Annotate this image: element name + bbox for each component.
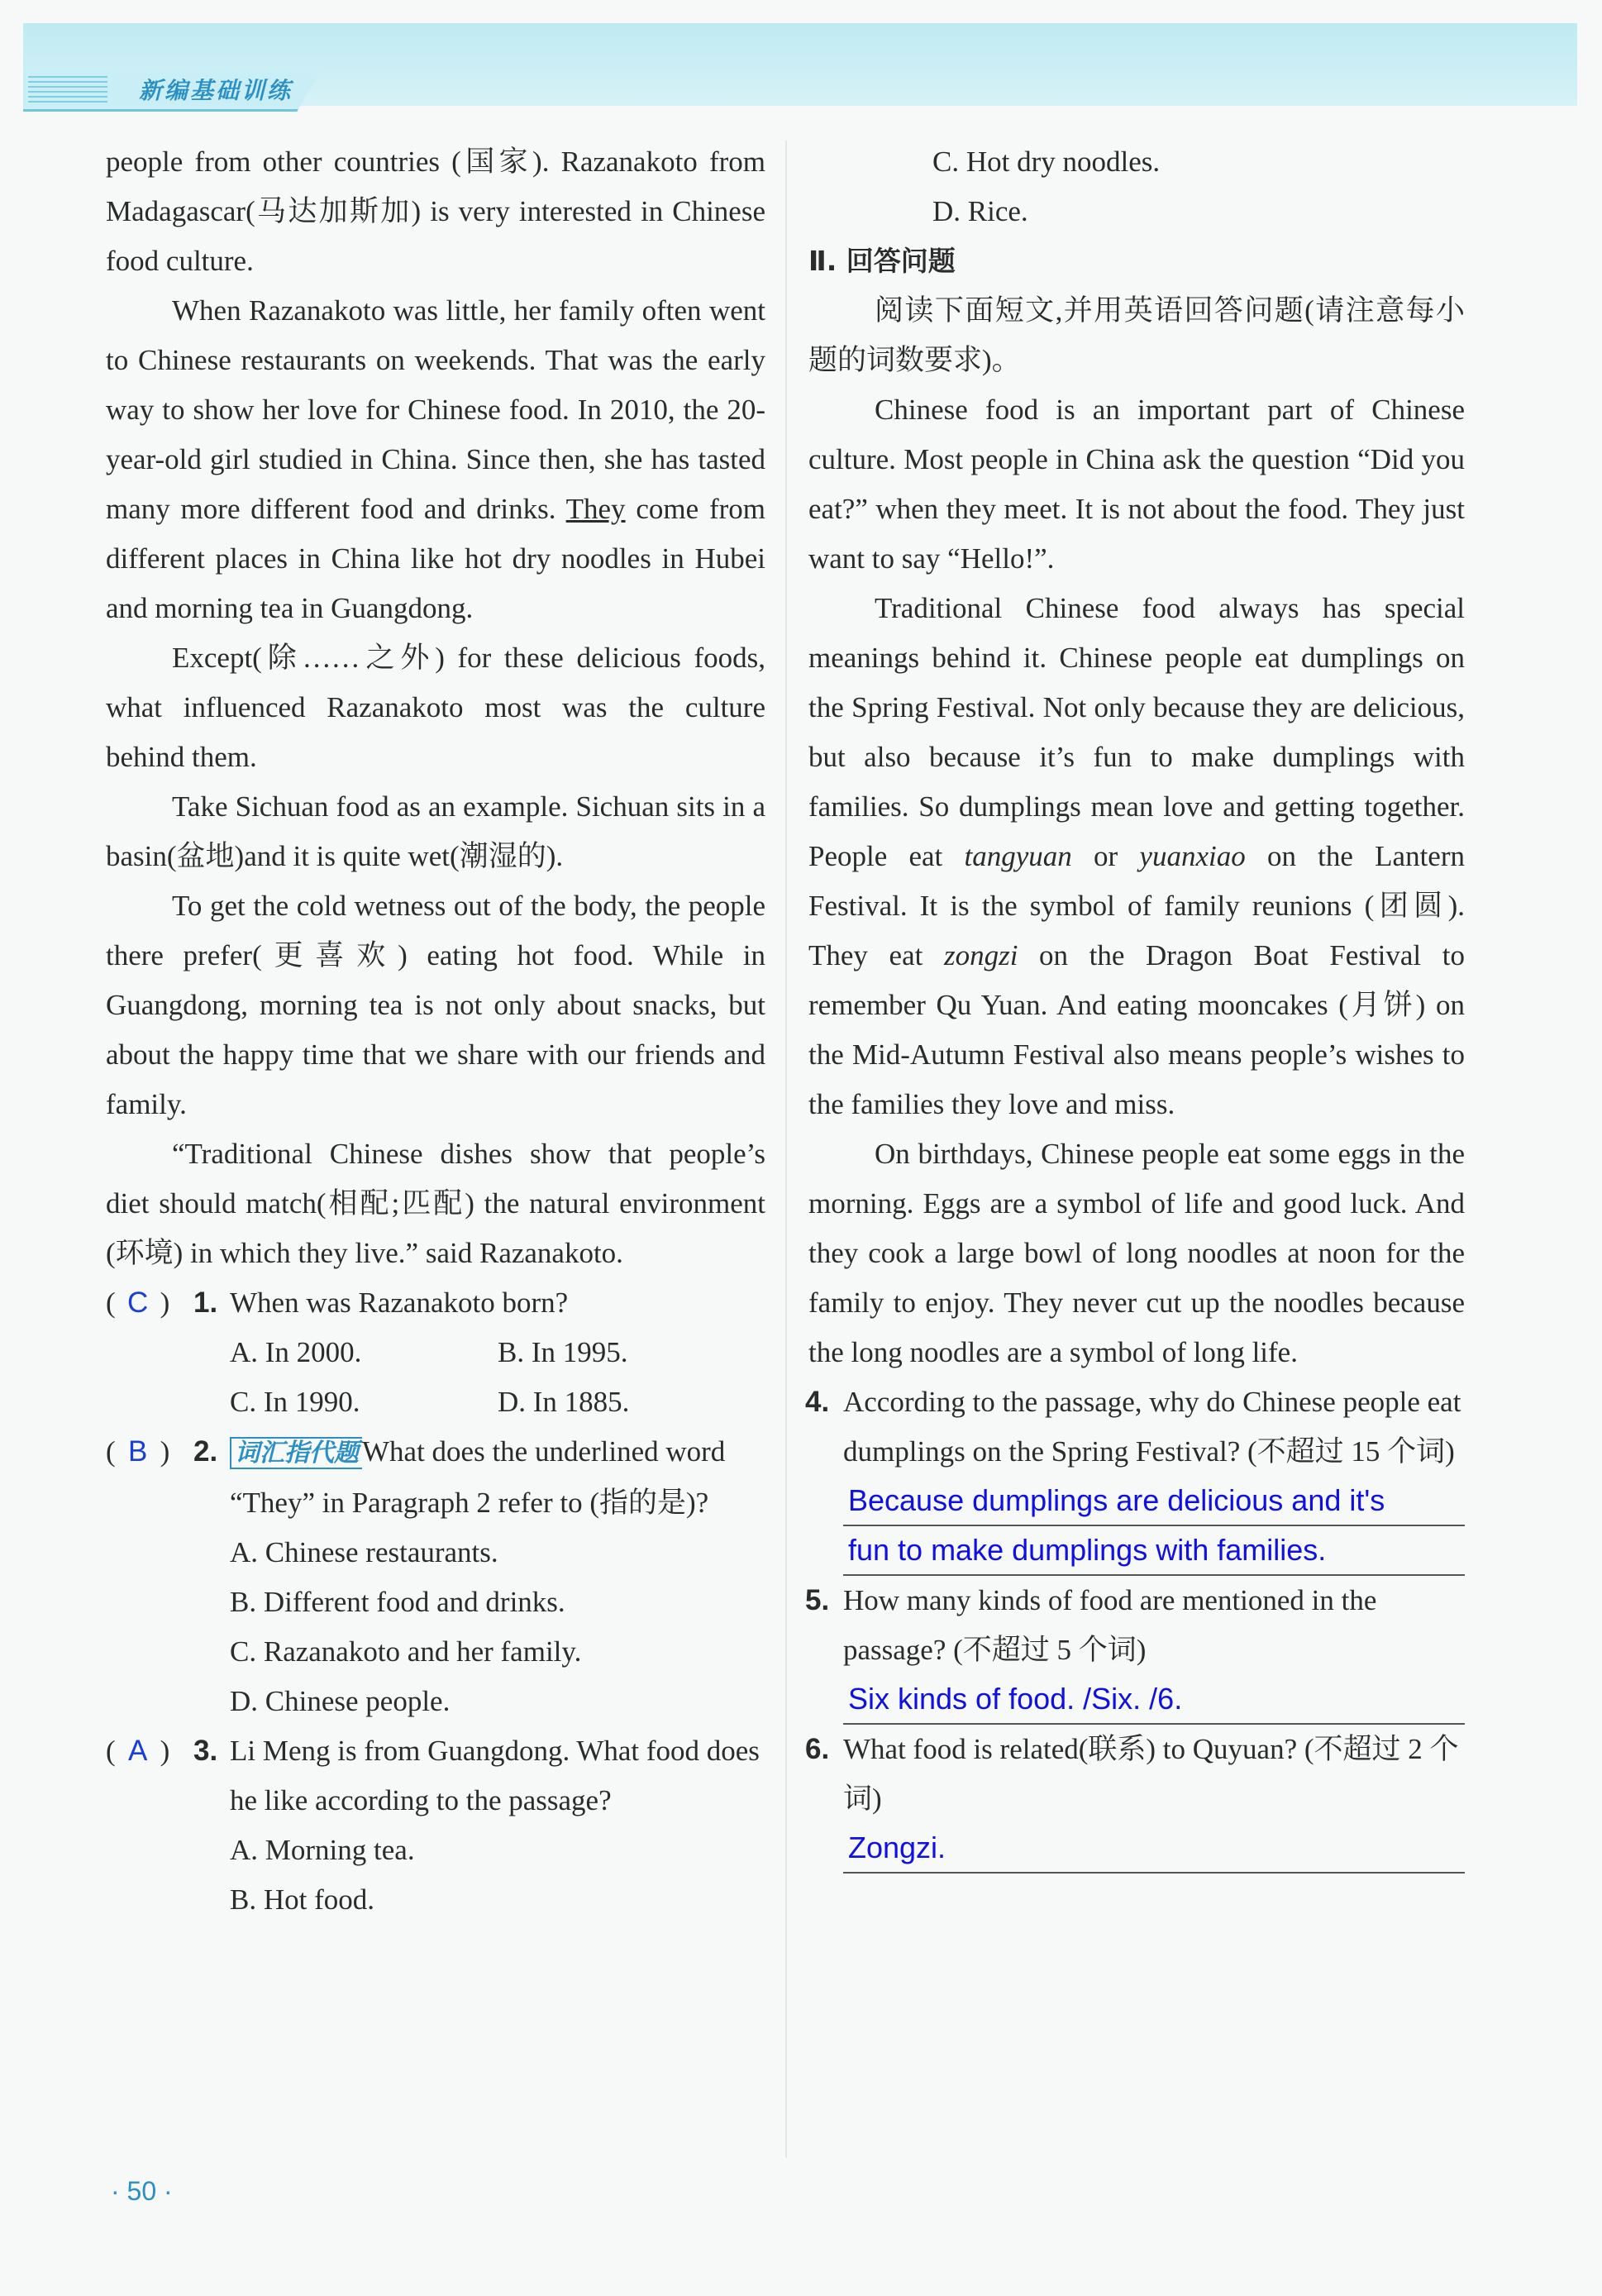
question-3 [106,1726,765,1826]
text-run: Traditional Chinese food always has special meanings behind it. Chinese people eat dumplings on the Spring Festival. Not only because they are delicious, but also because it’s fun to make dumplings with families. So dumplings mean love and getting together. People eat [808,592,1465,872]
option: D. Chinese people. [230,1685,451,1717]
text-run: people from other countries (国家). Razanakoto from Madagascar(马达加斯加) is very interested in Chinese food culture. [106,146,765,277]
question-number: 2. [193,1435,218,1468]
question-6 [805,1725,1465,1824]
answer-choice: A [127,1735,148,1767]
option: B. In 1995. [498,1336,628,1368]
text-run: On birthdays, Chinese people eat some eggs in the morning. Eggs are a symbol of life and good luck. And they cook a large bowl of long noodles at noon for the family to enjoy. They never cut up the noodles because the long noodles are a symbol of long life. [808,1138,1465,1368]
page-number: · 50 · [111,2176,173,2206]
question-type-tag: 词汇指代题 [230,1437,362,1469]
text-run: come from different places in China like hot dry noodles in Hubei and morning tea in Guangdong. [106,493,765,624]
question-4 [805,1377,1465,1477]
answer-line[interactable]: Zongzi. [843,1824,1465,1874]
answer-bracket: ( A ) [106,1726,169,1776]
answer-line[interactable]: Because dumplings are delicious and it's [843,1477,1465,1526]
option: C. In 1990. [230,1386,360,1418]
answer-bracket: ( C ) [106,1278,169,1328]
question-number: 5. [805,1584,830,1616]
option: B. Hot food. [230,1883,374,1916]
question-number: 3. [193,1735,218,1767]
left-column [106,137,765,1925]
italic-term: zongzi [943,939,1018,971]
option: A. In 2000. [230,1336,362,1368]
question-text: According to the passage, why do Chinese people eat dumplings on the Spring Festival? (不超过 15 个词) [843,1386,1461,1468]
section-instruction: 阅读下面短文,并用英语回答问题(请注意每小题的词数要求)。 [808,294,1465,376]
paragraph [106,881,765,1129]
text-run: Except(除……之外) for these delicious foods, what influenced Razanakoto most was the culture behind them. [106,642,765,773]
question-text: How many kinds of food are mentioned in the passage? (不超过 5 个词) [843,1584,1377,1666]
question-2 [106,1427,765,1528]
answer-choice: B [127,1435,148,1468]
option: B. Different food and drinks. [230,1586,565,1618]
option: A. Morning tea. [230,1834,415,1866]
option: C. Razanakoto and her family. [230,1635,582,1668]
questions-right [805,1377,1465,1874]
question-3-options-continued [808,137,1465,236]
text-run: Chinese food is an important part of Chinese culture. Most people in China ask the question “Did you eat?” when they meet. It is not about the food. They just want to say “Hello!”. [808,394,1465,575]
paragraph [808,584,1465,1129]
question-number: 4. [805,1386,830,1418]
paragraph [106,1129,765,1278]
answer-choice: C [127,1286,149,1319]
question-1 [106,1278,765,1328]
right-column [805,137,1466,1874]
question-text: What food is related(联系) to Quyuan? (不超过 2 个词) [843,1733,1459,1815]
option: D. In 1885. [498,1386,630,1418]
paragraph [808,385,1465,584]
questions-left [106,1278,765,1925]
question-number: 6. [805,1733,830,1765]
text-run: When Razanakoto was little, her family often went to Chinese restaurants on weekends. That was the early way to show her love for Chinese food. In 2010, the 20-year-old girl studied in China. Since then, she has tasted many more different food and drinks. [106,294,765,525]
paragraph [106,633,765,782]
section-heading: Ⅱ. 回答问题 [808,245,956,277]
text-run: To get the cold wetness out of the body, the people there prefer(更喜欢) eating hot food. While in Guangdong, morning tea is not only about snacks, but about the happy time that we share with our friends and family. [106,890,765,1120]
question-text: Li Meng is from Guangdong. What food does he like according to the passage? [230,1735,760,1816]
option: A. Chinese restaurants. [230,1536,498,1568]
question-text: When was Razanakoto born? [230,1286,569,1319]
italic-term: yuanxiao [1139,840,1246,872]
text-run: “Traditional Chinese dishes show that people’s diet should match(相配;匹配) the natural environment (环境) in which they live.” said Razanakoto. [106,1138,765,1269]
passage-left [106,137,765,1278]
text-run: on the Dragon Boat Festival to remember Qu Yuan. And eating mooncakes (月饼) on the Mid-Autumn Festival also means people’s wishes to the families they love and miss. [808,939,1465,1120]
paragraph [106,286,765,633]
header-stripes-icon [28,76,107,103]
answer-bracket: ( B ) [106,1427,169,1477]
question-text: What does the underlined word “They” in Paragraph 2 refer to (指的是)? [230,1435,726,1519]
option-row [106,1377,765,1427]
option-row [106,1328,765,1377]
column-divider [785,141,787,2158]
passage-right [808,385,1465,1377]
option: D. Rice. [932,195,1028,227]
series-title: 新编基础训练 [139,77,293,104]
italic-term: tangyuan [964,840,1072,872]
paragraph [106,782,765,881]
option: C. Hot dry noodles. [932,146,1161,178]
answer-line[interactable]: fun to make dumplings with families. [843,1526,1465,1576]
question-number: 1. [193,1286,218,1319]
text-run: or [1071,840,1140,872]
underlined-word: They [565,493,626,525]
paragraph [808,1129,1465,1377]
question-5 [805,1576,1465,1675]
text-run: Take Sichuan food as an example. Sichuan sits in a basin(盆地)and it is quite wet(潮湿的). [106,790,765,872]
answer-line[interactable]: Six kinds of food. /Six. /6. [843,1675,1465,1725]
text-run: on the Lantern Festival. It is the symbol of family reunions (团圆). They eat [808,840,1466,971]
paragraph [106,137,765,286]
